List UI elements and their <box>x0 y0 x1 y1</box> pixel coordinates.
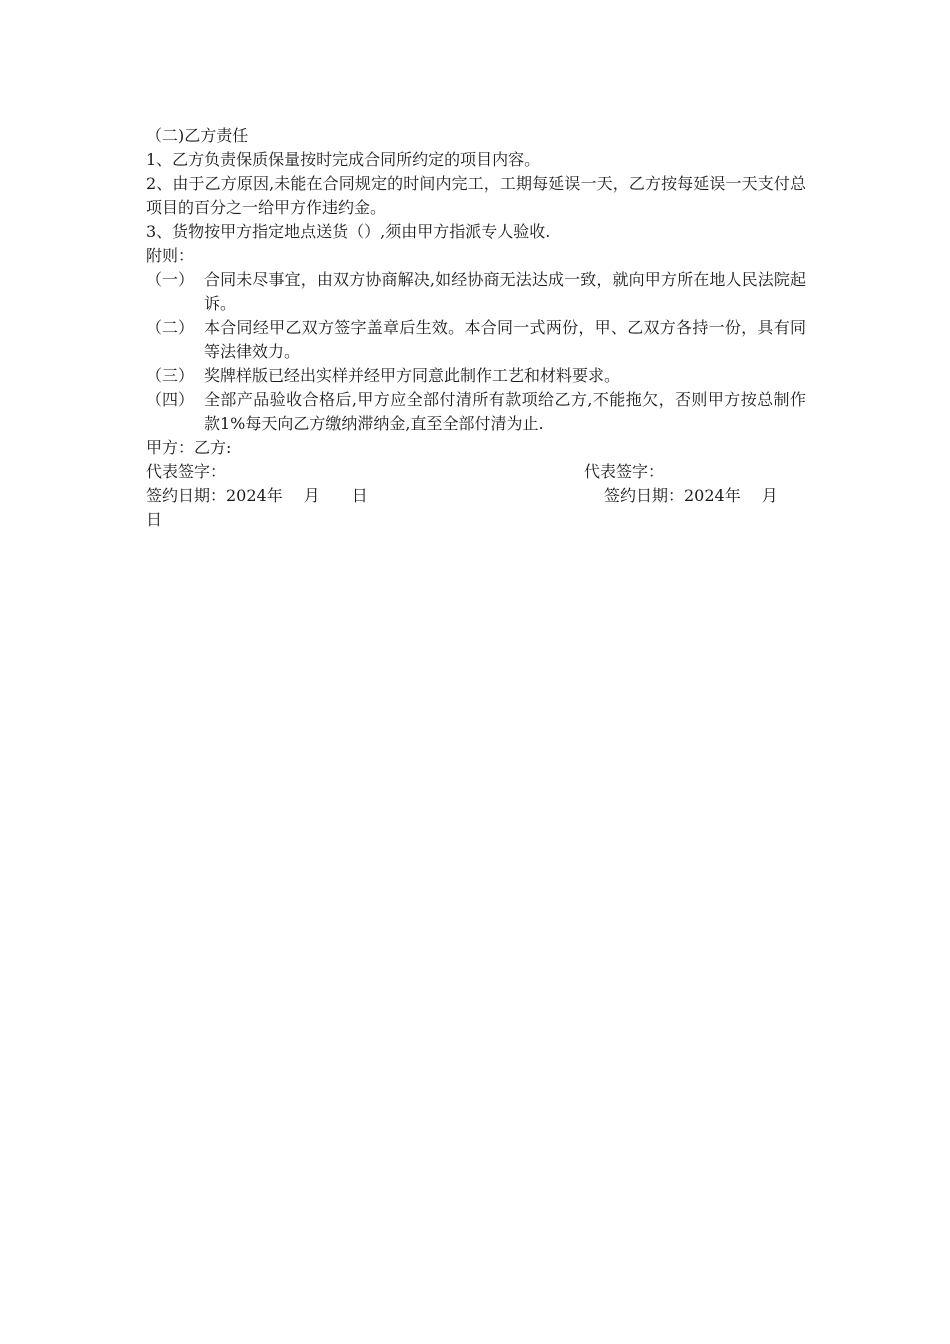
party-b-signing-date: 签约日期：2024年 月 <box>604 486 778 505</box>
appendix-item-number: （一） <box>146 270 195 289</box>
appendix-item-text: 奖牌样版已经出实样并经甲方同意此制作工艺和材料要求。 <box>204 366 621 385</box>
appendix-item-1 <box>146 268 806 316</box>
appendix-item-number: （二） <box>146 318 195 337</box>
appendix-item-number: （三） <box>146 366 195 385</box>
parties-line: 甲方：乙方: <box>146 438 232 457</box>
party-b-signing-date-day: 日 <box>146 510 163 529</box>
party-b-signature-label: 代表签字： <box>584 462 665 481</box>
signing-date-row <box>146 484 806 508</box>
appendix-item-3 <box>146 364 806 388</box>
appendix-item-2 <box>146 316 806 364</box>
appendix-heading: 附则： <box>146 246 195 265</box>
appendix-item-text: 本合同经甲乙双方签字盖章后生效。本合同一式两份，甲、乙双方各持一份，具有同等法律效力。 <box>204 318 806 361</box>
party-b-item-3: 3、货物按甲方指定地点送货（）,须由甲方指派专人验收. <box>146 222 551 241</box>
contract-page <box>146 124 806 532</box>
party-b-item-2: 2、由于乙方原因,未能在合同规定的时间内完工，工期每延误一天，乙方按每延误一天支付总项目的百分之一给甲方作违约金。 <box>146 174 806 217</box>
representative-signature-row <box>146 460 806 484</box>
appendix-item-text: 合同未尽事宜，由双方协商解决,如经协商无法达成一致，就向甲方所在地人民法院起诉。 <box>204 270 806 313</box>
appendix-item-text: 全部产品验收合格后,甲方应全部付清所有款项给乙方,不能拖欠，否则甲方按总制作款1%每天向乙方缴纳滞纳金,直至全部付清为止. <box>204 390 806 433</box>
party-a-signature-label: 代表签字： <box>146 462 227 481</box>
party-a-signing-date: 签约日期：2024年 月 日 <box>146 486 368 505</box>
appendix-item-4 <box>146 388 806 436</box>
section-heading-party-b: （二)乙方责任 <box>146 126 249 145</box>
appendix-item-number: （四） <box>146 390 195 409</box>
party-b-item-1: 1、乙方负责保质保量按时完成合同所约定的项目内容。 <box>146 150 541 169</box>
